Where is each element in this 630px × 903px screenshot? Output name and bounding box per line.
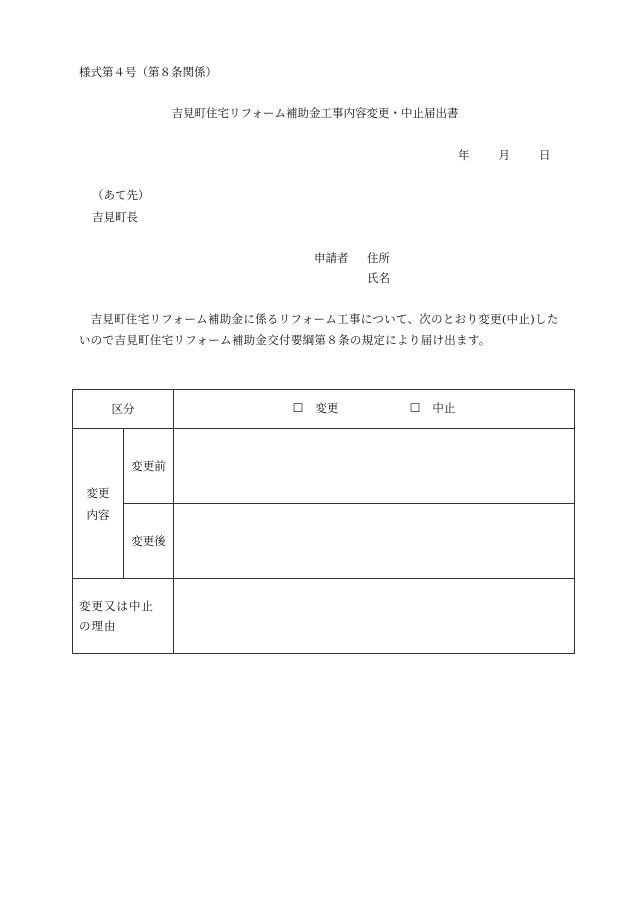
document-title: 吉見町住宅リフォーム補助金工事内容変更・中止届出書 <box>171 106 459 120</box>
category-label: 区分 <box>73 390 174 429</box>
change-content-line1: 変更 <box>86 485 110 500</box>
reason-field[interactable] <box>174 579 575 654</box>
table-row-before <box>73 429 575 504</box>
body-text: 吉見町住宅リフォーム補助金に係るリフォーム工事について、次のとおり変更(中止)したいので吉見町住宅リフォーム補助金交付要綱第８条の規定により届け出ます。 <box>79 312 559 347</box>
before-field[interactable] <box>174 429 575 504</box>
option-change-label: 変更 <box>315 401 339 416</box>
before-label: 変更前 <box>124 429 174 504</box>
after-label: 変更後 <box>124 504 174 579</box>
date-day-label: 日 <box>539 148 551 162</box>
reason-label <box>73 579 174 654</box>
form-table <box>72 389 575 654</box>
table-row-reason <box>73 579 575 654</box>
address-label: 住所 <box>367 251 390 265</box>
after-field[interactable] <box>174 504 575 579</box>
table-row-category <box>73 390 575 429</box>
table-row-after <box>73 504 575 579</box>
checkbox-cancel-icon[interactable]: ☐ <box>409 401 421 416</box>
category-options <box>174 390 575 429</box>
option-cancel-label: 中止 <box>432 401 456 416</box>
date-year-label: 年 <box>458 148 470 162</box>
date-line <box>458 146 551 164</box>
recipient-note: （あて先） <box>92 188 150 202</box>
reason-line2: の理由 <box>79 619 117 633</box>
checkbox-change-icon[interactable]: ☐ <box>292 401 304 416</box>
change-content-label <box>73 429 124 579</box>
option-cancel[interactable] <box>410 399 456 418</box>
form-number: 様式第４号（第８条関係） <box>79 65 217 79</box>
date-month-label: 月 <box>498 148 510 162</box>
recipient: 吉見町長 <box>92 210 138 224</box>
reason-line1: 変更又は中止 <box>79 599 154 613</box>
option-change[interactable] <box>293 399 339 418</box>
change-content-line2: 内容 <box>86 507 110 522</box>
name-label: 氏名 <box>367 271 390 285</box>
applicant-label: 申請者 <box>314 251 349 265</box>
